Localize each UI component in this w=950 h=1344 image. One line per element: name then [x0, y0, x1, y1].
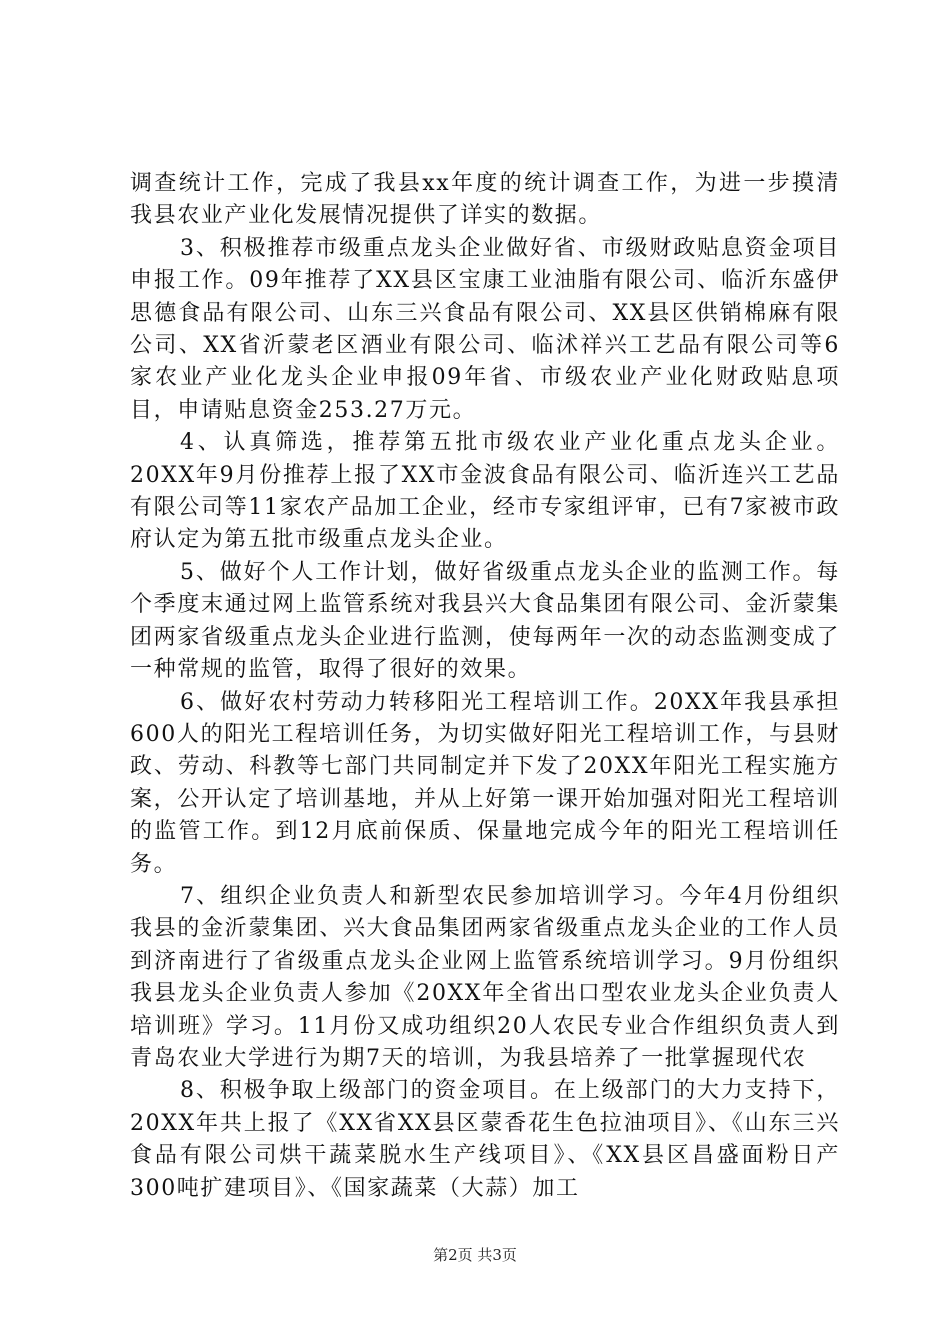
paragraph-item-6: 6、做好农村劳动力转移阳光工程培训工作。20XX年我县承担600人的阳光工程培训任务，为切实做好阳光工程培训工作，与县财政、劳动、科教等七部门共同制定并下发了20XX年阳光工程实施方案，公开认定了培训基地，并从上好第一课开始加强对阳光工程培训的监管工作。到12月底前保质、保量地完成今年的阳光工程培训任务。: [130, 689, 840, 877]
paragraph-item-5: 5、做好个人工作计划，做好省级重点龙头企业的监测工作。每个季度末通过网上监管系统对我县兴大食品集团有限公司、金沂蒙集团两家省级重点龙头企业进行监测，使每两年一次的动态监测变成了一种常规的监管，取得了很好的效果。: [130, 559, 840, 683]
paragraph-item-8: 8、积极争取上级部门的资金项目。在上级部门的大力支持下，20XX年共上报了《XX省XX县区蒙香花生色拉油项目》、《山东三兴食品有限公司烘干蔬菜脱水生产线项目》、《XX县区昌盛面粉日产300吨扩建项目》、《国家蔬菜（大蒜）加工: [130, 1078, 840, 1201]
paragraph-item-3: 3、积极推荐市级重点龙头企业做好省、市级财政贴息资金项目申报工作。09年推荐了XX县区宝康工业油脂有限公司、临沂东盛伊思德食品有限公司、山东三兴食品有限公司、XX县区供销棉麻有限公司、XX省沂蒙老区酒业有限公司、临沭祥兴工艺品有限公司等6家农业产业化龙头企业申报09年省、市级农业产业化财政贴息项目，申请贴息资金253.27万元。: [130, 235, 840, 423]
document-body: [130, 168, 840, 1205]
page-number-footer: 第2页 共3页: [433, 1246, 517, 1264]
paragraph-item-4: 4、认真筛选，推荐第五批市级农业产业化重点龙头企业。20XX年9月份推荐上报了XX市金波食品有限公司、临沂连兴工艺品有限公司等11家农产品加工企业，经市专家组评审，已有7家被市政府认定为第五批市级重点龙头企业。: [130, 430, 840, 553]
paragraph-item-7: 7、组织企业负责人和新型农民参加培训学习。今年4月份组织我县的金沂蒙集团、兴大食品集团两家省级重点龙头企业的工作人员到济南进行了省级重点龙头企业网上监管系统培训学习。9月份组织我县龙头企业负责人参加《20XX年全省出口型农业龙头企业负责人培训班》学习。11月份又成功组织20人农民专业合作组织负责人到青岛农业大学进行为期7天的培训，为我县培养了一批掌握现代农: [130, 883, 840, 1071]
paragraph-continuation: 调查统计工作，完成了我县xx年度的统计调查工作，为进一步摸清我县农业产业化发展情况提供了详实的数据。: [130, 171, 840, 229]
